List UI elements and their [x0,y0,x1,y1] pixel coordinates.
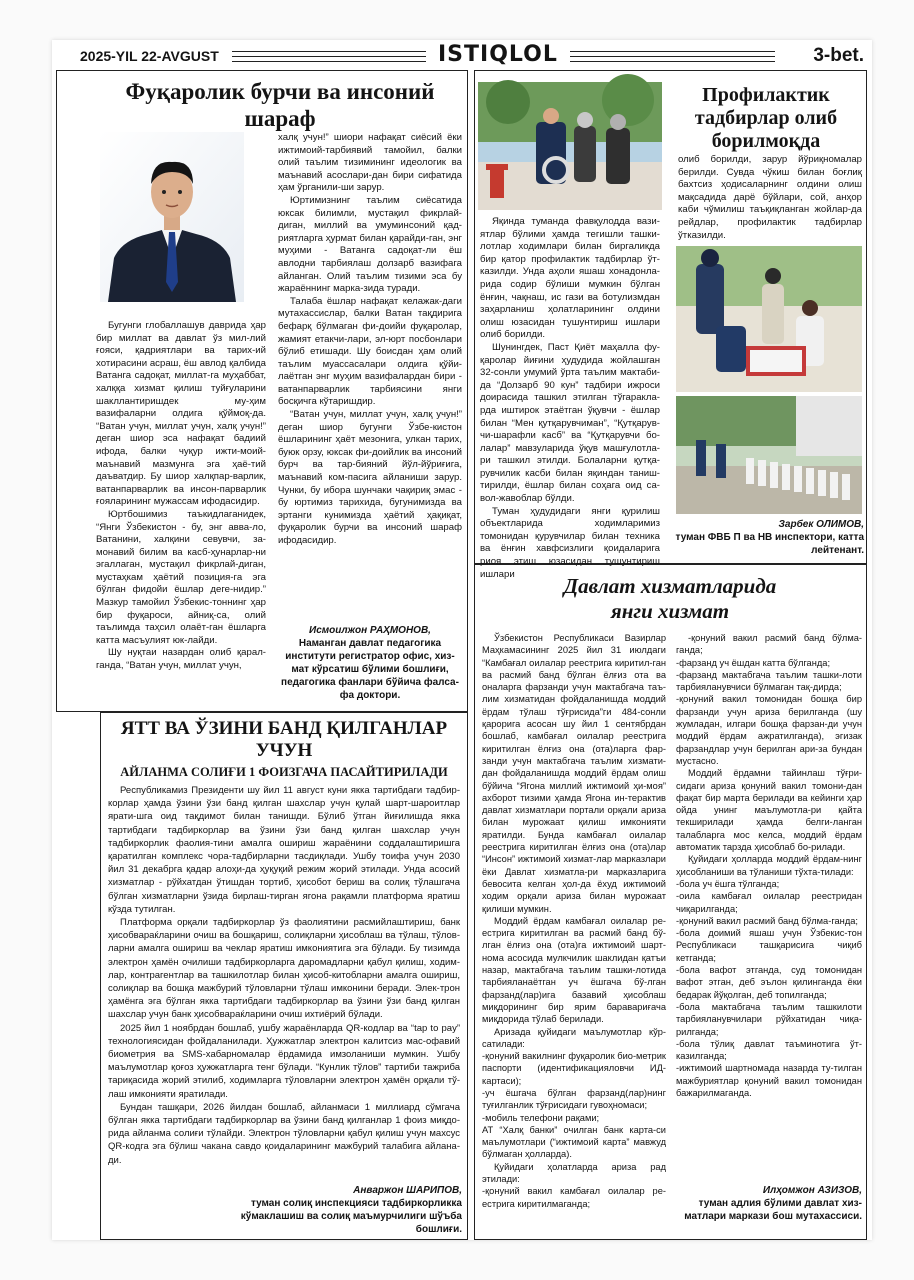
author-name: Анваржон ШАРИПОВ, [353,1185,462,1196]
article-civic-duty-column-2 [278,132,462,619]
newspaper-page [52,40,872,1240]
article-prevention-signature [672,518,864,557]
author-portrait [100,132,244,302]
article-tax-reduction-title [106,718,462,762]
author-name: Зарбек ОЛИМОВ, [778,519,864,530]
paragraph: Қуйидаги ҳолатларда ариза рад этилади: -қонуний вакил камбағал оилалар ре-естрига киритилмаганда; [482,1161,666,1209]
header-rule [232,56,426,57]
paragraph: 2025 йил 1 ноябрдан бошлаб, ушбу жараёнларда QR-кодлар ва “tap to pay” технологиясидан фойдаланилади. Ҳужжатлар электрон калитсиз мас-офавий биометрия ва SMS-хабарномалар ёрдамида имзоланиши мумкин. Ушбу маълумотлар қоғоз ҳужжатларга тенг бўлади. “Кунлик тўлов” тартиби тажриба тариқасида жорий этилиб, ходимларга тўловларни электрон ҳамён орқали тў-лаш имконияти яратилади. [108,1022,460,1100]
title-line: УЧУН [255,740,313,761]
article-state-services-signature [676,1184,862,1223]
paragraph: Бугунги глобаллашув даврида ҳар бир миллат ва давлат ўз мил-лий ғояси, қадриятлари ва тарих-ий хотирасини асраш, ёш авлод қалбида Ватанга садоқат, миллат-га муҳаббат, халққа хизмат қилиш туйғуларини шакллантиришдек му-ҳим вазифаларни олдига қўймоқ-да. “Ватан учун, миллат учун, халқ учун!” деган шиор эса нафақат бадиий ифода, балки чуқур ижти-моий-маънавий мазмунга эга ҳаё-тий даъватдир. Бу шиор халқпар-варлик, ватанпарварлик ва инсон-парварлик ғояларининг мужассам ифодасидир. [96,320,266,508]
header-rule [570,61,775,62]
article-state-services-column-1 [482,632,666,1232]
article-tax-reduction-subtitle: АЙЛАНМА СОЛИҒИ 1 ФОИЗГАЧА ПАСАЙТИРИЛАДИ [120,765,448,779]
article-state-services-title [480,574,860,624]
paragraph: Моддий ёрдамни тайинлаш тўғри-сидаги ариза қонуний вакил томони-дан фақат бир марта берилади ва кейинги ҳар ойда унинг маълумотла-ри қайта текширилади ҳамда белги-ланган талабларга мос келса, моддий ёрдам автоматик тарзда ҳисоблаб бо-рилади. [676,768,862,853]
photo-children-group [676,396,862,514]
article-civic-duty-column-1 [96,320,266,705]
author-role: туман солиқ инспекцияси тадбиркорликка кўмаклашиш ва солиқ маъмурчилиги шўъба бошлиғи. [240,1198,462,1235]
paragraph: Бундан ташқари, 2026 йилдан бошлаб, айланмаси 1 миллиард сўмгача бўлган якка тартибдаги тадбиркорлар ва ўзини банд қилганлар 1 фоиз миқдо-рида айланма солиғи тўлайди. Электрон тўловларни қабул қилиш учун махсус QR-кодга эга бўлиш чакана савдо қоидаларининг мажбурий талабига айлана-ди. [108,1101,460,1166]
paragraph: Қуйидаги ҳолларда моддий ёрдам-нинг ҳисобланиши ва тўланиши тўхта-тилади: -бола уч ёшга тўлганда; -оила камбағал оилалар реестридан чиқарилганда; -қонуний вакил расмий банд бўлма-ганда; -бола доимий яшаш учун Ўзбекис-тон Республикаси ташқарисига чиқиб кетганда; -бола вафот этганда, суд томонидан вафот этган, деб эълон қилинганда ёки бедарак йўқолган, деб топилганда; -бола мактабгача таълим ташкилоти тарбияланувчилари рўйхатидан чиқа-рилганда; -бола тўлиқ давлат таъминотига ўт-казилганда; -ижтимоий шартномада назарда ту-тилган мажбуриятлар қонуний вакил томонидан бажарилмаганда. [676,854,862,1098]
paragraph: олиб борилди, зарур йўриқномалар берилди. Сувда чўкиш билан боғлиқ бахтсиз ҳодисаларнинг олдини олиш мақсадида дарё бўйлари, сой, анҳор каби чўмилиш таъқиқланган жойлар-да рейдлар, профилактик тадбирлар ўтказилди. [678,154,862,241]
paragraph: Юртимизнинг таълим сиёсатида юксак билимли, мустақил фикрлай-диган, миллий ва умуминсоний қад-риятларга ҳурмат билан қарайди-ган, энг муҳими - Ватанга садоқат-ли ёш авлодни тарбиялаш долзарб вазифага айланган. Олий таълим тизими эса бу жараённинг марка-зида туради. [278,194,462,295]
article-civic-duty-signature [278,624,462,702]
photo-children-checkers [676,246,862,392]
article-tax-reduction-signature [192,1184,462,1236]
author-role: туман адлия бўлими давлат хиз-матлари маркази бош мутахассиси. [684,1198,862,1222]
paragraph: -қонуний вакил расмий банд бўлма-ганда; -фарзанд уч ёшдан катта бўлганда; -фарзанд мактабгача таълим ташки-лоти тарбияланувчиси бўлмаган тақ-дирда; -қонуний вакил томонидан бошқа бир фарзанди учун ариза берилганда (шу жумладан, илгари бошқа фарзан-ди учун моддий ёрдам ажратилганда), эгизак фарзандлар учун берилган ари-за бундан мустасно. [676,633,862,766]
page-number: 3-bet. [813,45,864,66]
header-rule [232,51,426,52]
article-prevention-body [480,216,660,580]
paragraph: Моддий ёрдам камбағал оилалар ре-естрига киритилган ва расмий банд бў-лган ёлғиз она (ота)га ижтимоий шарт-нома асосида мулкчилик шаклидан қатъи назар, мактабгача таълим ташки-лотида тарбияланаётган уч ёшгача бў-лган фарзанд(лар)ига базавий ҳисоблаш миқдорининг бир ярим баравариғача миқдорида тўлаб берилади. [482,915,666,1025]
paragraph: Талаба ёшлар нафақат келажак-даги мутахассислар, балки Ватан тақдирига бефарқ бўлмаган фи-доийи фуқаролар, жамият етакчи-лари, эл-юрт посбонлари бўлиб етишади. Шу боисдан ҳам олий таълим муассасалари олдига қўйи-лаётган энг муҳим вазифалардан бири - ватанпарварлик тарбиясини янги босқичга кўтаришдир. [278,295,462,408]
photo-firefighters [478,82,662,210]
paragraph: Республикамиз Президенти шу йил 11 август куни якка тартибдаги тадбир-корлар ҳамда ўзини ўзи банд қилган шахслар учун қулай шарт-шароитлар ярати-шга оид тақдимот билан танишди. Бўлиб ўтган йиғилишда якка тартибдаги тадбиркорлар ва ўзини ўзи банд қилган шахслар учун тадбиркорлик фаолия-тини амалга ошириш жараёнини соддалаштиришга қаратилган комплекс чора-тадбирларни тасдиқлади. Ушбу тоифа учун 2030 йил 31 декабрга қадар алоҳи-да ҳуқуқий режим жорий этилади. Унда асосий хизматлар - рўйхатдан ўтишдан тортиб, ҳисобот бериш ва солиқ тўлашгача бўлган хизматларни ўзида бирлаш-тирган ягона рақамли платформа яратиш кўзда тутилган. [108,785,460,915]
title-line: Давлат хизматларида [563,574,777,598]
author-name: Илҳомжон АЗИЗОВ, [762,1185,862,1196]
paragraph: Шунингдек, Паст Қиёт маҳалла фу-қаролар йиғини ҳудудида жойлашган 32-сонли умумий ўрта таълим мактаби-да “Долзарб 90 кун” тадбири ижроси доирасида ташкил этилган тўгаракла-рда иштирок этаётган ўқувчи - ёшлар билан “Мен қутқарувчиман”, “Қутқарув-чи-шарафли касб” ва “Қутқарувчи бо-лалар” мавзуларида ўқув машғулотла-ри ташкил этилди. Болаларни қутқа-рувчилик касби билан яқиндан таниш-тирилди, ёшлар билан соҳага оид са-вол-жавоблар бўлди. [480,341,660,505]
paragraph: Аризада қуйидаги маълумотлар кўр-сатилади: -қонуний вакилнинг фуқаролик био-метрик паспорти (идентификацияловчи ИД-картаси); -уч ёшгача бўлган фарзанд(лар)нинг туғилганлик тўғрисидаги гувоҳномаси; -мобиль телефони рақами; АТ “Халқ банки” очилган банк карта-си маълумотлари (“ижтимоий карта” мавжуд бўлмаган ҳолларда). [482,1026,666,1160]
header-rule [570,51,775,52]
paragraph: Платформа орқали тадбиркорлар ўз фаолиятини расмийлаштириш, банк ҳисобвараќларини очиш ва бошқариш, солиқларни ҳисоблаш ва тўлаш, тўлов-ларни амалга ошириш ва чеклар яратиш имкониятига эга бўлади. Бу тизимда электрон ҳамён очилиши тадбиркорларга даромадларни қабул қилиш, ходим-лар, контрагентлар ва ташкилотлар билан ҳисоб-китобларни амалга ошириш, солиқлар ва бошқа мажбурий тўловларни тўлаш имконини беради. Элек-трон ҳамёнга эга бўлган якка тартибдаги тадбиркорлар ва ўзини ўзи банд қилган шахслар учун банк ҳисобвараќларини очиш ихтиёрий бўлади. [108,917,460,1021]
article-prevention-title: Профилактик тадбирлар олиб борилмоқда [694,84,838,152]
title-line: янги хизмат [610,599,730,623]
paragraph: “Ватан учун, миллат учун, халқ учун!” деган шиор бугунги Ўзбе-кистон ёшларининг ҳаёт мезонига, улкан тарих, буюк орзу, юксак фи-доийлик ва инсоний бурч ва тар-бияний йўл-йўриғига, маънавий ком-пасига айланиши зарур. Чунки, бу ибора шунчаки чақириқ эмас - бу юртимиз тарихида, бугунимизда ва эртанги кунимизда ҳаётий ҳақиқат, фуқаролик бурчи ва инсоний шараф ифодасидир. [278,409,462,546]
article-state-services-column-2 [676,632,862,1180]
paragraph: Юртбошимиз таъкидлаганидек, “Янги Ўзбекистон - бу, энг авва-ло, Ватанини, халқини севувчи, за-монавий билим ва касб-ҳунарлар-ни эгаллаган, мустақил фикрлай-диган, мустаҳкам ҳаётий позиция-га эга бўлган фидойи ёшлар деге-нидир.” Мазкур тамойил Ўзбекис-тоннинг ҳар бир фуқароси, айниқ-са, олий таълимда таҳсил олаёт-ган ёшларга катта масъулият юк-лайди. [96,508,266,646]
title-line: ЯТТ ВА ЎЗИНИ БАНД ҚИЛГАНЛАР [120,718,448,739]
article-civic-duty-title: Фуқаролик бурчи ва инсоний шараф [125,79,435,131]
masthead-title: ISTIQLOL [438,42,558,67]
header-rule [570,56,775,57]
article-prevention-column-2 [678,154,862,244]
author-role: туман ФВБ П ва НВ инспектори, катта лейтенант. [675,532,864,556]
paragraph: халқ учун!” шиори нафақат сиёсий ёки ижтимоий-тарбиявий тамойил, балки олий таълим тизимининг идеологик ва маънавий асослари-дан бири сифатида ҳам ўрганили-ши зарур. [278,132,462,194]
paragraph: Яқинда туманда фавқулодда вази-ятлар бўлими ҳамда тегишли ташки-лотлар ходимлари билан биргаликда бир қатор профилактик тадбирлар ўт-казилди. Унда аҳоли яшаш хонадонла-рида содир бўлиши мумкин бўлган ёнғин, чақнаш, ис гази ва ботулизмдан заҳарланиш ҳолатларининг олдини олиш юзасидан тушунтириш ишлари олиб борилди. [480,216,660,341]
paragraph: Туман ҳудудидаги янги қурилиш объектларида ходимларимиз томонидан қурувчилар билан техника ва ёнғин хавфсизлиги қоидаларига риоя этиш юзасидан тушунтириш ишлари [480,505,660,580]
author-role: Наманган давлат педагогика институти регистратор офис, хиз-мат кўрсатиш бўлими бошлиғи, педагогика фанлари бўйича фалса-фа доктори. [281,638,459,701]
header-rule [232,61,426,62]
paragraph: Шу нуқтаи назардан олиб қарал-ганда, “Ватан учун, миллат учун, [96,647,266,672]
paragraph: Ўзбекистон Республикаси Вазирлар Маҳкамасининг 2025 йил 31 июлдаги “Камбағал оилалар реестрига киритил-ган ва расмий банд бўлган ёлғиз ота ва оналарга фарзанди учун мактабгача таъ-лим хизматидан фойдаланишда моддий ёрдам тўлаш тўғрисида”ги 484-сонли қарорига асосан шу йил 1 сентябрдан бошлаб, камбағал оилалар реестрига киритилган ёлғиз она (ота)ларга фар-занди учун мактабгача таълим хизмати-дан фойдаланишда моддий ёрдам олиш бўйича “Ягона миллий ижтимоий ҳи-моя” ахборот тизими ҳамда Ягона ин-терактив давлат хизматлари портали орқали ариза билан мурожаат қилиш имконияти яратилди. Бунда камбағал оилалар реестрига киритилган ёлғиз она (ота)лар “Инсон” ижтимоий хизмат-лар марказлари ёки Давлат хизматла-ри марказларига бевосита келган ҳол-да ёхуд ижтимоий ходим орқали ариза билан мурожаат қилиши мумкин. [482,633,666,914]
author-name: Исмоилжон РАҲМОНОВ, [309,625,431,636]
issue-date: 2025-YIL 22-AVGUST [80,48,219,64]
article-tax-reduction-body [108,784,460,1182]
